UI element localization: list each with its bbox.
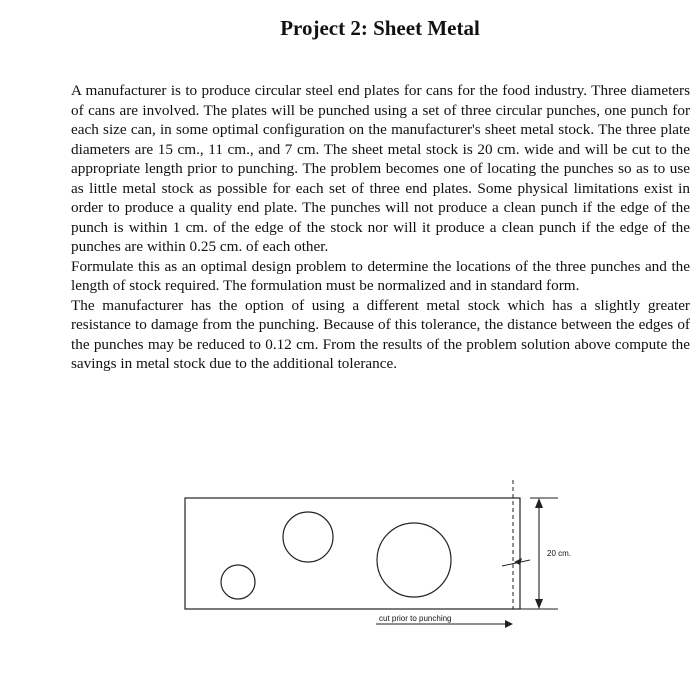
width-arrow-bottom [535,599,543,609]
metal-stock-rect [185,498,520,609]
problem-statement [71,81,690,374]
paragraph-formulate: Formulate this as an optimal design problem to determine the locations of the three punches and the length of stock required. The formulation must be normalized and in standard form. [71,257,690,294]
cut-label: cut prior to punching [379,614,452,623]
paragraph-intro: A manufacturer is to produce circular steel end plates for cans for the food industry. Three diameters of cans are involved. The plates will be punched using a set of three circular punches, one punch for each size can, in some optimal configuration on the manufacturer's sheet metal stock. The three plate diameters are 15 cm., 11 cm., and 7 cm. The sheet metal stock is 20 cm. wide and will be cut to the appropriate length prior to punching. The problem becomes one of locating the punches so as to use as little metal stock as possible for each set of three end plates. Some physical limitations exist in order to produce a quality end plate. The punches will not produce a clean punch if the edge of the punch is within 1 cm. of the edge of the stock nor will it produce a clean punch if the edge of the punches are within 0.25 cm. of each other. [71,82,690,255]
punch-small-circle [221,565,255,599]
sheet-metal-figure [180,478,580,643]
paragraph-tolerance: The manufacturer has the option of using a different metal stock which has a slightly greater resistance to damage from the punching. Because of this tolerance, the distance between the edges of the punches may be reduced to 0.12 cm. From the results of the problem solution above compute the savings in metal stock due to the additional tolerance. [71,296,690,372]
page-title: Project 2: Sheet Metal [280,16,480,40]
punch-large-circle [377,523,451,597]
cut-label-arrow-head [505,620,513,628]
width-label: 20 cm. [547,549,572,558]
punch-medium-circle [283,512,333,562]
cut-arrow-mid-head [514,558,522,565]
width-arrow-top [535,498,543,508]
